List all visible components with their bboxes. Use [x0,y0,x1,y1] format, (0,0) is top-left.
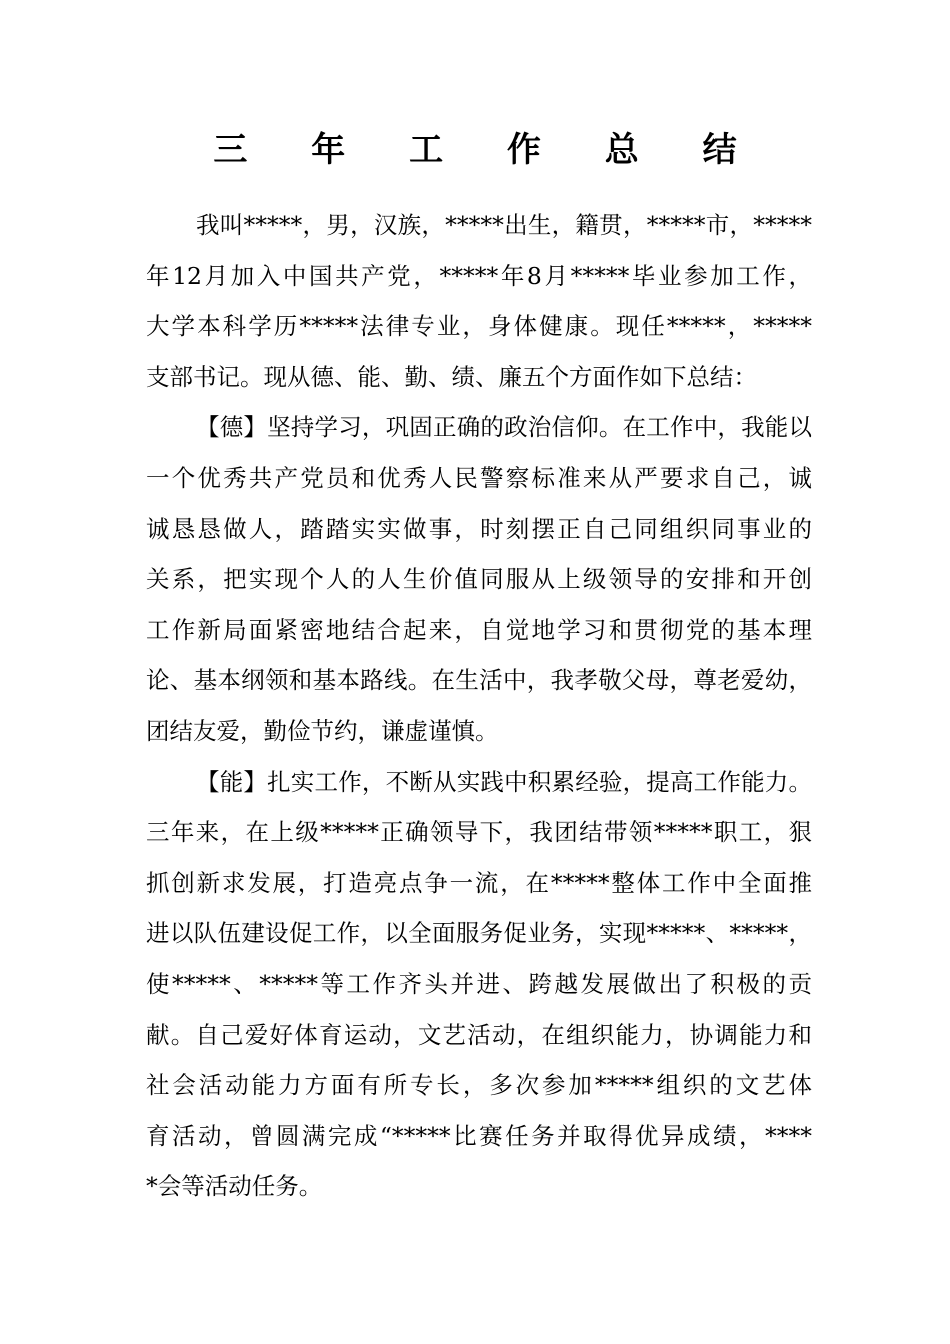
text-line: 育活动，曾圆满完成“*****比赛任务并取得优异成绩，**** [146,1121,812,1150]
text-line: 团结友爱，勤俭节约，谦虚谨慎。 [146,716,499,745]
text-line: *会等活动任务。 [146,1172,323,1201]
document-body [146,200,812,1212]
text-line: 论、基本纲领和基本路线。在生活中，我孝敬父母，尊老爱幼， [146,666,812,695]
text-line: 献。自己爱好体育运动，文艺活动，在组织能力，协调能力和 [146,1020,812,1049]
text-line: 诚恳恳做人，踏踏实实做事，时刻摆正自己同组织同事业的 [146,514,812,543]
text-line: 三年来，在上级*****正确领导下，我团结带领*****职工，狠 [146,818,812,847]
text-line: 【能】扎实工作，不断从实践中积累经验，提高工作能力。 [196,767,812,796]
text-line: 【德】坚持学习，巩固正确的政治信仰。在工作中，我能以 [196,413,812,442]
document-title: 三 年 工 作 总 结 [213,130,763,170]
text-line: 使*****、*****等工作齐头并进、跨越发展做出了积极的贡 [146,969,812,998]
text-line: 进以队伍建设促工作，以全面服务促业务，实现*****、*****， [146,919,812,948]
text-line: 抓创新求发展，打造亮点争一流，在*****整体工作中全面推 [146,868,812,897]
text-line: 一个优秀共产党员和优秀人民警察标准来从严要求自己，诚 [146,463,812,492]
text-line: 关系，把实现个人的人生价值同服从上级领导的安排和开创 [146,565,812,594]
text-line: 我叫*****，男，汉族，*****出生，籍贯，*****市，***** [196,211,812,239]
text-line: 大学本科学历*****法律专业，身体健康。现任*****，***** [146,312,812,341]
text-line: 支部书记。现从德、能、勤、绩、廉五个方面作如下总结： [146,362,757,391]
text-line: 工作新局面紧密地结合起来，自觉地学习和贯彻党的基本理 [146,615,812,644]
text-line: 年12月加入中国共产党，*****年8月*****毕业参加工作， [146,261,812,290]
text-line: 社会活动能力方面有所专长，多次参加*****组织的文艺体 [146,1071,812,1100]
